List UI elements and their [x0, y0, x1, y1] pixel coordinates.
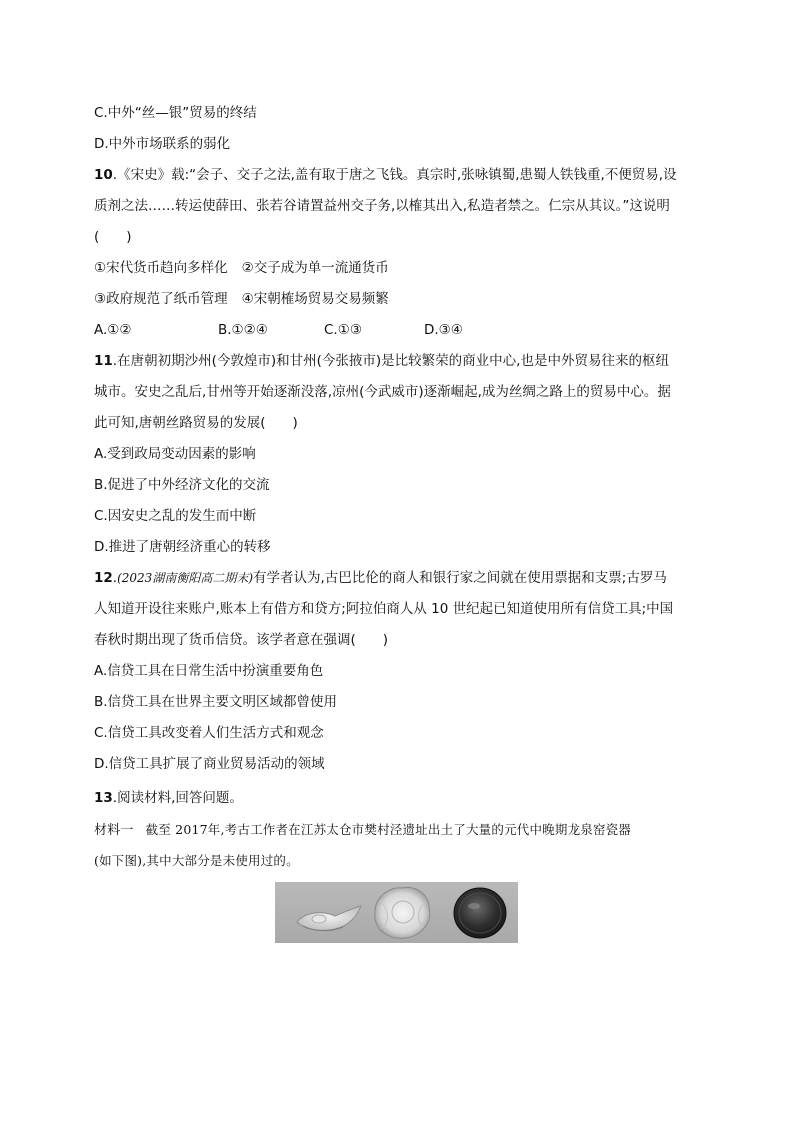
q10-options-row: [94, 320, 714, 340]
q10-item-4: ④宋朝榷场贸易交易频繁: [241, 291, 389, 307]
q13-stem-text: .阅读材料,回答问题。: [112, 790, 243, 806]
q10-option-a[interactable]: A.①②: [94, 322, 132, 338]
q10-number: 10: [94, 167, 113, 183]
q11-option-b[interactable]: B.促进了中外经济文化的交流: [94, 477, 270, 493]
q11-stem-line-1: [94, 351, 714, 371]
q10-items-row-2: [94, 289, 714, 309]
q13-material-line-2: (如下图),其中大部分是未使用过的。: [94, 853, 299, 868]
porcelain-photo-drawing: [275, 882, 518, 943]
q10-option-c[interactable]: C.①③: [324, 322, 362, 338]
q10-option-b[interactable]: B.①②④: [218, 322, 268, 338]
porcelain-bowl-right: [454, 888, 506, 938]
q12-option-c[interactable]: C.信贷工具改变着人们生活方式和观念: [94, 725, 324, 741]
q11-stem-line-3: 此可知,唐朝丝路贸易的发展( ): [94, 415, 298, 431]
q11-option-c[interactable]: C.因安史之乱的发生而中断: [94, 508, 257, 524]
q12-stem-text-1: 有学者认为,古巴比伦的商人和银行家之间就在使用票据和支票;古罗马: [253, 570, 667, 586]
q10-stem-line-2: 质剂之法……转运使薛田、张若谷请置益州交子务,以榷其出入,私造者禁之。仁宗从其议。”这说明: [94, 198, 670, 214]
q13-material-label: 材料一: [94, 823, 134, 838]
q12-stem-line-1: 12.(2023湖南衡阳高二期末)有学者认为,古巴比伦的商人和银行家之间就在使用票据和支票;古罗马: [94, 570, 667, 586]
q10-option-d[interactable]: D.③④: [424, 322, 463, 338]
porcelain-shard-left: [297, 906, 361, 931]
porcelain-plate-middle: [375, 887, 430, 938]
q12-option-b[interactable]: B.信贷工具在世界主要文明区域都曾使用: [94, 694, 338, 710]
porcelain-photo: [275, 882, 518, 943]
q10-answer-blank: ( ): [94, 229, 132, 245]
q12-option-a[interactable]: A.信贷工具在日常生活中扮演重要角色: [94, 663, 324, 679]
q10-items-row-1: [94, 258, 714, 278]
q10-item-3: ③政府规范了纸币管理: [94, 291, 228, 307]
q10-stem-line-1: [94, 165, 714, 185]
q12-option-d[interactable]: D.信贷工具扩展了商业贸易活动的领域: [94, 756, 325, 772]
q11-option-d[interactable]: D.推进了唐朝经济重心的转移: [94, 539, 271, 555]
q12-number: 12: [94, 570, 113, 586]
q12-stem-line-3: 春秋时期出现了货币信贷。该学者意在强调( ): [94, 632, 389, 648]
q10-item-1: ①宋代货币趋向多样化: [94, 260, 228, 276]
q13-number: 13: [94, 790, 113, 806]
q11-stem-line-2: 城市。安史之乱后,甘州等开始逐渐没落,凉州(今武威市)逐渐崛起,成为丝绸之路上的贸易中心。据: [94, 384, 671, 400]
q11-stem-text-1: .在唐朝初期沙州(今敦煌市)和甘州(今张掖市)是比较繁荣的商业中心,也是中外贸易往来的枢纽: [112, 353, 669, 369]
q13-material-line-1: [94, 820, 714, 841]
q11-number: 11: [94, 353, 113, 369]
q9-option-d[interactable]: D.中外市场联系的弱化: [94, 136, 231, 152]
q9-option-c[interactable]: C.中外“丝—银”贸易的终结: [94, 105, 257, 121]
q13-stem: [94, 788, 714, 808]
q12-source: (2023湖南衡阳高二期末): [117, 571, 253, 585]
q13-material-text-1: 截至 2017年,考古工作者在江苏太仓市樊村泾遗址出土了大量的元代中晚期龙泉窑瓷器: [145, 822, 632, 837]
q10-item-2: ②交子成为单一流通货币: [241, 260, 389, 276]
q10-stem-text-1: .《宋史》载:“会子、交子之法,盖有取于唐之飞钱。真宗时,张咏镇蜀,患蜀人铁钱重,不便贸易,设: [112, 167, 677, 183]
q12-stem-line-2: 人知道开设往来账户,账本上有借方和贷方;阿拉伯商人从 10 世纪起已知道使用所有信贷工具;中国: [94, 601, 674, 617]
q11-option-a[interactable]: A.受到政局变动因素的影响: [94, 446, 256, 462]
